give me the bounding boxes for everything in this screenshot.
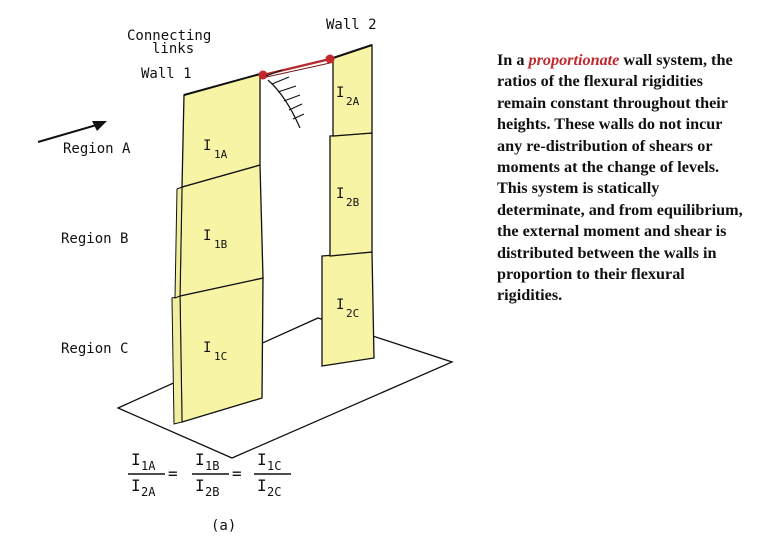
svg-text:1B: 1B [214,238,228,251]
region-b-label: Region B [61,231,129,247]
svg-text:2C: 2C [346,307,360,320]
base-plate [118,318,452,458]
svg-text:I: I [195,476,205,495]
svg-text:I: I [336,186,345,202]
wall-2-label: Wall 2 [326,17,377,33]
svg-text:2B: 2B [346,196,360,209]
region-a-label: Region A [63,141,131,157]
description-paragraph [497,50,747,307]
svg-text:I: I [203,138,212,154]
svg-text:I: I [257,476,267,495]
svg-text:I: I [336,297,345,313]
equation-numerator-1c [257,450,281,473]
link-joint-left [259,71,268,80]
svg-text:I: I [203,340,212,356]
svg-text:I: I [257,450,267,469]
svg-text:1C: 1C [214,350,228,363]
equals-sign-1: = [168,464,178,483]
link-joint-right [326,55,335,64]
rigidity-ratio-equation [128,450,291,499]
svg-text:I: I [131,450,141,469]
wall-1-label: Wall 1 [141,66,192,82]
description-prefix: In a [497,51,529,69]
svg-text:1A: 1A [141,459,156,473]
equation-numerator-1b [195,450,219,473]
load-arrow [38,121,107,142]
svg-text:1B: 1B [205,459,220,473]
svg-text:2B: 2B [205,485,220,499]
svg-text:2A: 2A [346,95,360,108]
equals-sign-2: = [232,464,242,483]
equation-denominator-2c [257,476,281,499]
svg-text:I: I [131,476,141,495]
link-hatching [266,70,304,119]
connecting-link [259,55,335,129]
svg-text:I: I [336,85,345,101]
svg-text:2A: 2A [141,485,156,499]
equation-numerator-1a [131,450,156,473]
equation-denominator-2b [195,476,219,499]
description-body: wall system, the ratios of the flexural rigidities remain constant throughout their heights. These walls do not incur any re-distribution of shears or moments at the change of levels. This system is statically determinate, and from equilibrium, the external moment and shear is distributed between the walls in proportion to their flexural rigidities. [497,51,743,305]
figure-caption: (a) [211,518,237,534]
svg-text:I: I [203,228,212,244]
description-emphasis: proportionate [528,51,620,69]
link-deflection-curve [268,80,300,128]
svg-text:1A: 1A [214,148,228,161]
wall1-region-c-side [172,296,182,424]
svg-text:I: I [195,450,205,469]
equation-denominator-2a [131,476,156,499]
svg-text:2C: 2C [267,485,282,499]
svg-text:1C: 1C [267,459,282,473]
connecting-links-label-2: links [152,41,195,57]
region-c-label: Region C [61,341,129,357]
connecting-links-label-1: Connecting [127,28,212,44]
